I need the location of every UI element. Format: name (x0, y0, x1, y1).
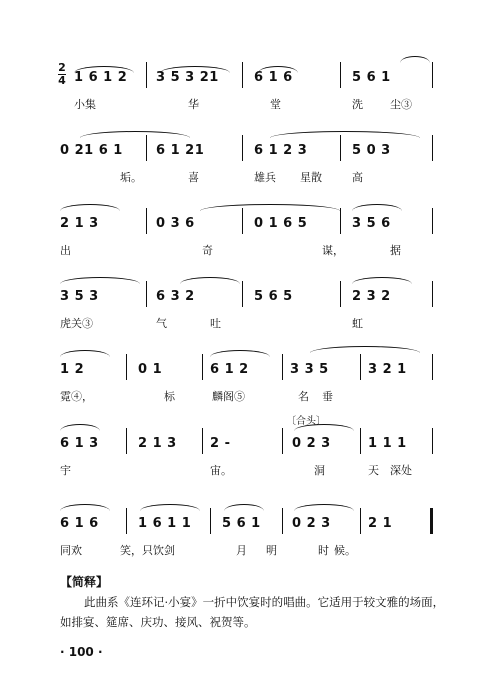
note-group: 1 6 1 2 (74, 70, 128, 85)
note-group: 6 1 21 (156, 143, 205, 158)
lyric: 吐 (210, 317, 221, 330)
lyric: 虹 (352, 317, 363, 330)
note-group: 0 21 6 1 (60, 143, 123, 158)
lyric: 据 (390, 244, 401, 257)
note-group: 6 1 2 3 (254, 143, 308, 158)
slur (60, 204, 120, 211)
lyric: 洞 (314, 464, 325, 477)
note-group: 2 - (210, 436, 231, 451)
slur (60, 277, 140, 284)
bar-line (242, 208, 243, 234)
note-group: 3 5 3 21 (156, 70, 219, 85)
lyric: 笑，只饮剑 (120, 544, 175, 557)
lyric: 标 (164, 390, 175, 403)
slur (180, 277, 240, 284)
bar-line (210, 508, 211, 534)
note-group: 1 2 (60, 362, 85, 377)
bar-line (340, 208, 341, 234)
note-group: 3 5 3 (60, 289, 99, 304)
note-group: 2 3 2 (352, 289, 391, 304)
note-group: 0 3 6 (156, 216, 195, 231)
note-group: 0 2 3 (292, 436, 331, 451)
bar-line (242, 135, 243, 161)
slur (160, 66, 230, 73)
lyric: 喜 (188, 171, 199, 184)
note-group: 2 1 3 (60, 216, 99, 231)
slur (210, 350, 270, 357)
bar-line (146, 208, 147, 234)
lyric: 宙。 (210, 464, 232, 477)
slur (258, 66, 298, 73)
note-group: 0 2 3 (292, 516, 331, 531)
lyric: 出 (60, 244, 71, 257)
lyric: 星散 (300, 171, 322, 184)
note-group: 6 3 2 (156, 289, 195, 304)
lyric: 高 (352, 171, 363, 184)
bar-line (340, 62, 341, 88)
slur (200, 204, 340, 211)
note-group: 6 1 6 (254, 70, 293, 85)
slur (352, 277, 412, 284)
lyric: 深处 (390, 464, 412, 477)
lyric: 洗 (352, 98, 363, 111)
lyric: 名 (298, 390, 309, 403)
lyric: 时 (318, 544, 329, 557)
note-group: 1 6 1 1 (138, 516, 192, 531)
lyric: 同欢 (60, 544, 82, 557)
lyric: 垂 (322, 390, 333, 403)
lyric: 霓④， (60, 390, 93, 403)
bar-line (202, 428, 203, 454)
note-group: 5 6 1 (352, 70, 391, 85)
bar-line (126, 354, 127, 380)
lyric: 尘③ (390, 98, 412, 111)
bar-line (126, 508, 127, 534)
bar-line (360, 428, 361, 454)
slur (80, 131, 190, 138)
lyric: 候。 (334, 544, 356, 557)
slur (310, 346, 420, 353)
note-group: 6 1 2 (210, 362, 249, 377)
note-group: 1 1 1 (368, 436, 407, 451)
bar-line (432, 428, 433, 454)
slur (270, 131, 420, 138)
note-group: 0 1 (138, 362, 163, 377)
bar-line (126, 428, 127, 454)
lyric: 天 (368, 464, 379, 477)
time-sig-top: 2 (58, 61, 66, 74)
slur (224, 504, 264, 511)
bar-line (432, 62, 433, 88)
page-number: · 100 · (60, 645, 103, 659)
bar-line (432, 208, 433, 234)
slur (140, 504, 200, 511)
bar-line (432, 281, 433, 307)
note-group: 6 1 3 (60, 436, 99, 451)
explanation-text: 此曲系《连环记·小宴》一折中饮宴时的唱曲。它适用于较文雅的场面，如排宴、筵席、庆功、接风、祝贺等。 (60, 595, 445, 629)
lyric: 麟阁⑤ (212, 390, 245, 403)
slur (294, 504, 354, 511)
note-group: 5 6 1 (222, 516, 261, 531)
note-group: 0 1 6 5 (254, 216, 308, 231)
bar-line (282, 508, 283, 534)
section-title: 【简释】 (60, 575, 109, 589)
chorus-marker: 〔合头〕 (286, 416, 326, 427)
lyric: 垢。 (120, 171, 142, 184)
time-sig-bottom: 4 (58, 74, 66, 87)
note-group: 6 1 6 (60, 516, 99, 531)
bar-line (432, 135, 433, 161)
lyric: 气 (156, 317, 167, 330)
bar-line (360, 508, 361, 534)
note-group: 2 1 (368, 516, 393, 531)
bar-line (282, 428, 283, 454)
slur (352, 204, 402, 211)
bar-line (242, 281, 243, 307)
bar-line (360, 354, 361, 380)
lyric: 虎关③ (60, 317, 93, 330)
bar-line (340, 135, 341, 161)
slur (400, 56, 430, 63)
time-signature (58, 62, 66, 87)
lyric: 堂 (270, 98, 281, 111)
lyric: 月 (236, 544, 247, 557)
final-bar-line (430, 508, 433, 534)
bar-line (340, 281, 341, 307)
note-group: 2 1 3 (138, 436, 177, 451)
bar-line (146, 62, 147, 88)
lyric: 宇 (60, 464, 71, 477)
bar-line (432, 354, 433, 380)
bar-line (242, 62, 243, 88)
bar-line (202, 354, 203, 380)
note-group: 5 6 5 (254, 289, 293, 304)
lyric: 奇 (202, 244, 213, 257)
slur (294, 424, 354, 431)
slur (74, 66, 134, 73)
slur (60, 350, 110, 357)
lyric: 华 (188, 98, 199, 111)
bar-line (146, 281, 147, 307)
slur (60, 424, 100, 431)
note-group: 3 5 6 (352, 216, 391, 231)
slur (60, 504, 110, 511)
note-group: 5 0 3 (352, 143, 391, 158)
note-group: 3 2 1 (368, 362, 407, 377)
bar-line (146, 135, 147, 161)
bar-line (282, 354, 283, 380)
lyric: 谋， (322, 244, 344, 257)
lyric: 明 (266, 544, 277, 557)
note-group: 3 3 5 (290, 362, 329, 377)
lyric: 雄兵 (254, 171, 276, 184)
lyric: 小集 (74, 98, 96, 111)
